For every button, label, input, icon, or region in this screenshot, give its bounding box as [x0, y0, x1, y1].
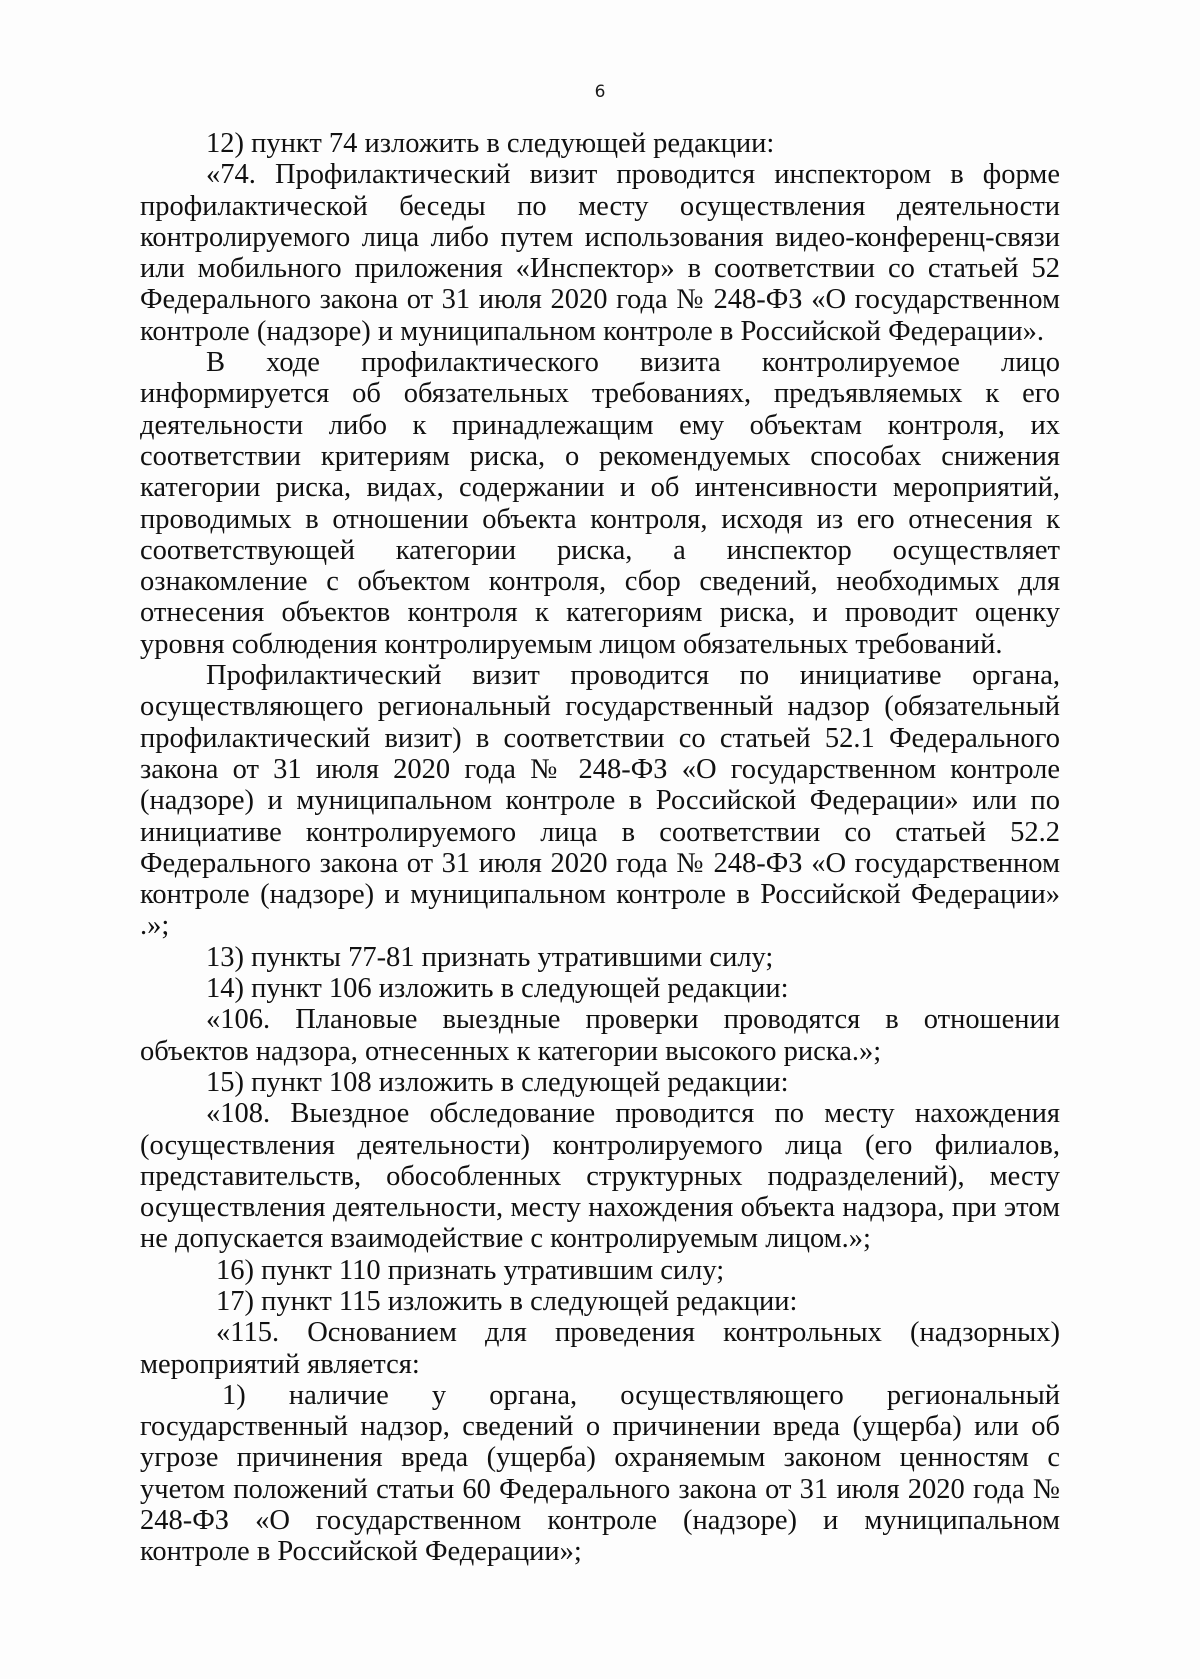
- paragraph-point-108: «108. Выездное обследование проводится по месту нахождения (осуществления деятельности) контролируемого лица (его филиалов, представительств, обособленных структурных подразделений), месту осуществления деятельности, месту нахождения объекта надзора, при этом не допускается взаимодействие с контролируемым лицом.»;: [140, 1098, 1060, 1255]
- paragraph-item-14: 14) пункт 106 изложить в следующей редакции:: [206, 973, 789, 1005]
- paragraph-item-15: 15) пункт 108 изложить в следующей редакции:: [206, 1066, 789, 1098]
- paragraph-item-13: 13) пункты 77-81 признать утратившими силу;: [206, 941, 774, 973]
- paragraph-point-106: «106. Плановые выездные проверки проводятся в отношении объектов надзора, отнесенных к категории высокого риска.»;: [140, 1004, 1060, 1067]
- paragraph-visit-info: В ходе профилактического визита контролируемое лицо информируется об обязательных требованиях, предъявляемых к его деятельности либо к принадлежащим ему объектам контроля, их соответствии критериям риска, о рекомендуемых способах снижения категории риска, видах, содержании и об интенсивности мероприятий, проводимых в отношении объекта контроля, исходя из его отнесения к соответствующей категории риска, а инспектор осуществляет ознакомление с объектом контроля, сбор сведений, необходимых для отнесения объектов контроля к категориям риска, и проводит оценку уровня соблюдения контролируемым лицом обязательных требований.: [140, 347, 1060, 660]
- paragraph-point-115: «115. Основанием для проведения контрольных (надзорных) мероприятий является:: [140, 1317, 1060, 1380]
- paragraph-visit-initiative: Профилактический визит проводится по инициативе органа, осуществляющего региональный государственный надзор (обязательный профилактический визит) в соответствии со статьей 52.1 Федерального закона от 31 июля 2020 года № 248-ФЗ «О государственном контроле (надзоре) и муниципальном контроле в Российской Федерации» или по инициативе контролируемого лица в соответствии со статьей 52.2 Федерального закона от 31 июля 2020 года № 248-ФЗ «О государственном контроле (надзоре) и муниципальном контроле в Российской Федерации» .»;: [140, 660, 1060, 942]
- paragraph-item-17: 17) пункт 115 изложить в следующей редакции:: [216, 1285, 798, 1317]
- paragraph-item-12: 12) пункт 74 изложить в следующей редакции:: [206, 128, 775, 159]
- paragraph-subitem-1: 1) наличие у органа, осуществляющего региональный государственный надзор, сведений о причинении вреда (ущерба) или об угрозе причинения вреда (ущерба) охраняемым законом ценностям с учетом положений статьи 60 Федерального закона от 31 июля 2020 года № 248-ФЗ «О государственном контроле (надзоре) и муниципальном контроле в Российской Федерации»;: [140, 1379, 1060, 1568]
- document-body: [140, 128, 1060, 1568]
- paragraph-item-16: 16) пункт 110 признать утратившим силу;: [216, 1254, 725, 1286]
- page-number: 6: [594, 82, 606, 102]
- paragraph-point-74: «74. Профилактический визит проводится инспектором в форме профилактической беседы по месту осуществления деятельности контролируемого лица либо путем использования видео-конференц-связи или мобильного приложения «Инспектор» в соответствии со статьей 52 Федерального закона от 31 июля 2020 года № 248-ФЗ «О государственном контроле (надзоре) и муниципальном контроле в Российской Федерации».: [140, 159, 1060, 347]
